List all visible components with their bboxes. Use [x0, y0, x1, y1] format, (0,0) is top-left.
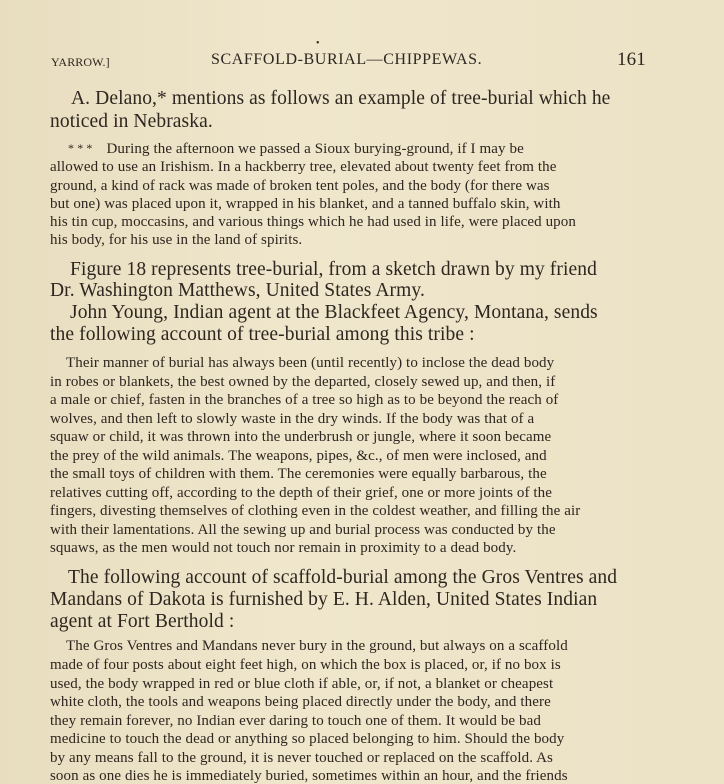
paragraph-4-line-2: the following account of tree-burial among this tribe :: [50, 324, 475, 345]
paragraph-3-line-1: Figure 18 represents tree-burial, from a sketch drawn by my friend: [70, 259, 597, 280]
quote-3-line-4: white cloth, the tools and weapons being placed directly under the body, and there: [50, 694, 551, 710]
paragraph-6-line-3: agent at Fort Berthold :: [50, 611, 235, 632]
book-page: • YARROW.] SCAFFOLD-BURIAL—CHIPPEWAS. 161 A. Delano,* mentions as follows an example of tree-burial which he noticed in Nebraska. * * * During the afternoon we passed a Sioux burying-ground, if I may be allowed to use an Irishism. In a hackberry tree, elevated about twenty feet from the ground, a kind of rack was made of broken tent poles, and the body (for there was but one) was placed upon it, wrapped in his blanket, and a tanned buffalo skin, with his tin cup, moccasins, and various things which he had used in life, were placed upon his body, for his use in the land of spirits. Figure 18 represents tree-burial, from a sketch drawn by my friend Dr. Washington Matthews, United States Army. John Young, Indian agent at the Blackfeet Agency, Montana, sends the following account of tree-burial among this tribe : Their manner of burial has always been (until recently) to inclose the dead body in robes or blankets, the best owned by the departed, closely sewed up, and then, if a male or chief, fasten in the branches of a tree so high as to be beyond the reach of wolves, and then left to slowly waste in the dry winds. If the body was that of a squaw or child, it was thrown into the underbrush or jungle, where it soon became the prey of the wild animals. The weapons, pipes, &c., of men were inclosed, and the small toys of children with them. The ceremonies were equally barbarous, the relatives cutting off, according to the depth of their grief, one or more joints of the fingers, divesting themselves of clothing even in the coldest weather, and filling the air with their lamentations. All the sewing up and burial process was conducted by the squaws, as the men would not touch nor remain in proximity to a dead body. The following account of scaffold-burial among the Gros Ventres and Mandans of Dakota is furnished by E. H. Alden, United States Indian agent at Fort Berthold : The Gros Ventres and Mandans never bury in the ground, but always on a scaffold made of four posts about eight feet high, on which the box is placed, or, if no box is used, the body wrapped in red or blue cloth if able, or, if not, a blanket or cheapest white cloth, the tools and weapons being placed directly under the body, and there they remain forever, no Indian ever daring to touch one of them. It would be bad medicine to touch the dead or anything so placed belonging to him. Should the body by any means fall to the ground, it is never touched or replaced on the scaffold. As soon as one dies he is immediately buried, sometimes within an hour, and the friends: [0, 0, 724, 784]
quote-2-line-11: squaws, as the men would not touch nor remain in proximity to a dead body.: [50, 540, 517, 556]
quote-3-line-6: medicine to touch the dead or anything so placed belonging to him. Should the body: [50, 731, 565, 747]
quote-3-line-3: used, the body wrapped in red or blue cloth if able, or, if not, a blanket or cheapest: [50, 676, 554, 692]
quote-3-line-7: by any means fall to the ground, it is never touched or replaced on the scaffold. As: [50, 750, 553, 766]
paragraph-1-line-1: A. Delano,* mentions as follows an example of tree-burial which he: [71, 88, 611, 109]
quote-1-line-2: allowed to use an Irishism. In a hackberry tree, elevated about twenty feet from the: [50, 159, 557, 175]
quote-3-line-2: made of four posts about eight feet high, on which the box is placed, or, if no box is: [50, 657, 561, 673]
page-number: 161: [617, 49, 646, 70]
quote-2-line-6: the prey of the wild animals. The weapons, pipes, &c., of men were inclosed, and: [50, 448, 547, 464]
quote-2-line-2: in robes or blankets, the best owned by the departed, closely sewed up, and then, if: [50, 374, 556, 390]
quote-2-line-9: fingers, divesting themselves of clothing even in the coldest weather, and filling the air: [50, 503, 581, 519]
quote-2-line-10: with their lamentations. All the sewing up and burial process was conducted by the: [50, 522, 556, 538]
paragraph-6-line-2: Mandans of Dakota is furnished by E. H. Alden, United States Indian: [50, 589, 598, 610]
running-head-left: YARROW.]: [51, 55, 110, 69]
quote-1-line-6: his body, for his use in the land of spirits.: [50, 232, 303, 248]
quote-1-line-4: but one) was placed upon it, wrapped in his blanket, and a tanned buffalo skin, with: [50, 196, 561, 212]
quote-2-line-8: relatives cutting off, according to the depth of their grief, one or more joints of the: [50, 485, 553, 501]
quote-3-line-8: soon as one dies he is immediately buried, sometimes within an hour, and the friends: [50, 768, 568, 784]
quote-3-line-5: they remain forever, no Indian ever daring to touch one of them. It would be bad: [50, 713, 541, 729]
ellipsis-stars: * * *: [68, 141, 93, 155]
quote-3-line-1: The Gros Ventres and Mandans never bury in the ground, but always on a scaffold: [66, 638, 568, 654]
quote-1-line-5: his tin cup, moccasins, and various things which he had used in life, were placed upon: [50, 214, 576, 230]
quote-2-line-7: the small toys of children with them. The ceremonies were equally barbarous, the: [50, 466, 547, 482]
quote-2-line-1: Their manner of burial has always been (until recently) to inclose the dead body: [66, 355, 555, 371]
running-head-title: SCAFFOLD-BURIAL—CHIPPEWAS.: [211, 51, 483, 68]
paragraph-1-line-2: noticed in Nebraska.: [50, 111, 213, 132]
paragraph-3-line-2: Dr. Washington Matthews, United States Army.: [50, 280, 425, 301]
paragraph-4-line-1: John Young, Indian agent at the Blackfeet Agency, Montana, sends: [70, 302, 598, 323]
quote-1-line-1: * * * During the afternoon we passed a Sioux burying-ground, if I may be: [68, 141, 524, 157]
paragraph-6-line-1: The following account of scaffold-burial among the Gros Ventres and: [68, 567, 618, 588]
quote-2-line-4: wolves, and then left to slowly waste in the dry winds. If the body was that of a: [50, 411, 535, 427]
quote-2-line-3: a male or chief, fasten in the branches of a tree so high as to be beyond the reach of: [50, 392, 559, 408]
quote-1-line-3: ground, a kind of rack was made of broken tent poles, and the body (for there was: [50, 178, 550, 194]
quote-2-line-5: squaw or child, it was thrown into the underbrush or jungle, where it soon became: [50, 429, 552, 445]
